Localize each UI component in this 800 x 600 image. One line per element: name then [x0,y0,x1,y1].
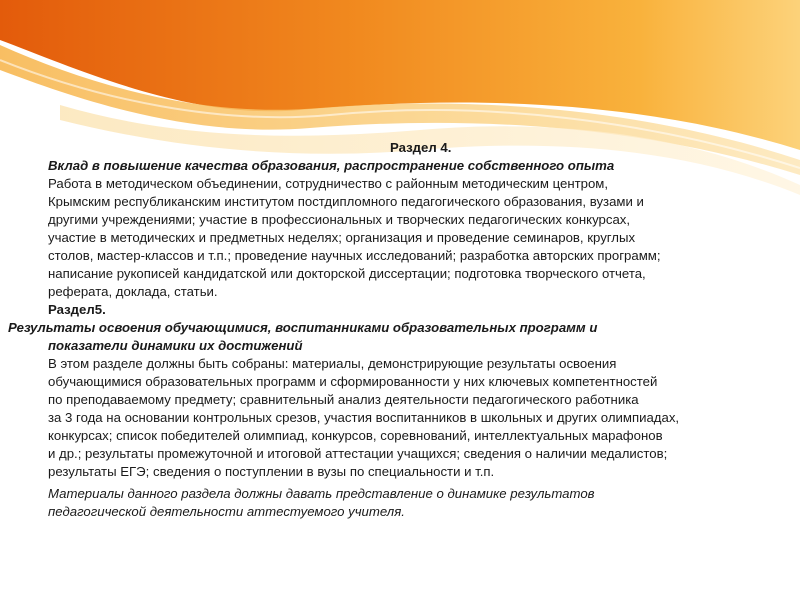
section4-heading: Раздел 4. [390,140,452,155]
section4-subheading: Вклад в повышение качества образования, распространение собственного опыта [48,158,615,173]
section4-line: другими учреждениями; участие в профессиональных и творческих педагогических конкурсах, [48,212,631,227]
section4-line: Крымским республиканским институтом постдипломного педагогического образования, вузами и [48,194,644,209]
section5-note: Материалы данного раздела должны давать представление о динамике результатов [48,486,595,501]
section4-line: столов, мастер-классов и т.п.; проведение научных исследований; разработка авторских программ; [48,248,661,263]
section5-line: по преподаваемому предмету; сравнительный анализ деятельности педагогического работника [48,392,639,407]
section5-line: конкурсах; список победителей олимпиад, конкурсов, соревнований, интеллектуальных марафонов [48,428,663,443]
section4-line: написание рукописей кандидатской или докторской диссертации; подготовка творческого отчета, [48,266,646,281]
section5-line: за 3 года на основании контрольных срезов, участия воспитанников в школьных и других олимпиадах, [48,410,680,425]
section5-line: В этом разделе должны быть собраны: материалы, демонстрирующие результаты освоения [48,356,617,371]
section5-subheading: показатели динамики их достижений [48,338,303,353]
section5-line: и др.; результаты промежуточной и итоговой аттестации учащихся; сведения о наличии медалистов; [48,446,668,461]
section4-line: реферата, доклада, статьи. [48,284,218,299]
section5-line: обучающимися образовательных программ и сформированности у них ключевых компетентностей [48,374,658,389]
section4-line: Работа в методическом объединении, сотрудничество с районным методическим центром, [48,176,609,191]
section5-heading: Раздел5. [48,302,106,317]
section4-line: участие в методических и предметных неделях; организация и проведение семинаров, круглых [48,230,636,245]
section5-line: результаты ЕГЭ; сведения о поступлении в вузы по специальности и т.п. [48,464,495,479]
section5-note: педагогической деятельности аттестуемого учителя. [48,504,405,519]
section5-subheading: Результаты освоения обучающимися, воспитанниками образовательных программ и [8,320,598,335]
